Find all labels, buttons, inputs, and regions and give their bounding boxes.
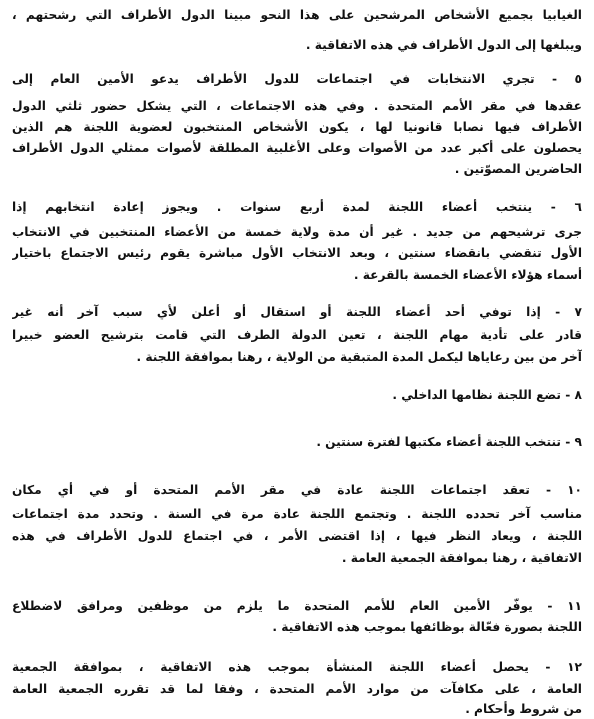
text-line: قادر على تأدية مهام اللجنة ، تعين الدولة الطرف التي قامت بترشيح العضو خبيرا xyxy=(12,328,582,342)
text-line: الغيابيا بجميع الأشخاص المرشحين على هذا النحو مبينا الدول الأطراف التي رشحتهم ، xyxy=(12,8,582,22)
text-line: عقدها في مقر الأمم المتحدة . وفي هذه الاجتماعات ، التي يشكل حضور ثلثي الدول xyxy=(12,99,582,113)
text-line: آخر من بين رعاياها ليكمل المدة المتبقية من الولاية ، رهنا بموافقة اللجنة . xyxy=(136,350,582,364)
paragraph-12-start: ١٢ - يحصل أعضاء اللجنة المنشأة بموجب هذه الاتفاقية ، بموافقة الجمعية xyxy=(12,660,582,674)
paragraph-7-start: ٧ - إذا توفي أحد أعضاء اللجنة أو استقال أو أعلن لأي سبب آخر أنه غير xyxy=(12,305,582,319)
text-line: اللجنة ، ويعاد النظر فيها ، إذا اقتضى الأمر ، في اجتماع للدول الأطراف في هذه xyxy=(12,529,582,543)
text-line: الحاضرين المصوّتين . xyxy=(454,162,582,176)
text-line: أسماء هؤلاء الأعضاء الخمسة بالقرعة . xyxy=(353,268,582,282)
paragraph-8: ٨ - تضع اللجنة نظامها الداخلي . xyxy=(392,388,582,402)
text-line: ويبلغها إلى الدول الأطراف في هذه الاتفاقية . xyxy=(305,38,582,52)
text-line: الاتفاقية ، رهنا بموافقة الجمعية العامة . xyxy=(341,551,582,565)
paragraph-11-start: ١١ - يوفّر الأمين العام للأمم المتحدة ما يلزم من موظفين ومرافق لاضطلاع xyxy=(12,599,582,613)
text-line: الأول تنقضي بانقضاء سنتين ، وبعد الانتخاب الأول مباشرة يقوم رئيس الاجتماع باختيار xyxy=(12,246,582,260)
paragraph-10-start: ١٠ - تعقد اجتماعات اللجنة عادة في مقر الأمم المتحدة أو في أي مكان xyxy=(12,483,582,497)
paragraph-9: ٩ - تنتخب اللجنة أعضاء مكتبها لفترة سنتين . xyxy=(316,435,582,449)
text-line: مناسب آخر تحدده اللجنة . وتجتمع اللجنة عادة مرة في السنة . وتحدد مدة اجتماعات xyxy=(12,507,582,521)
text-line: يحصلون على أكبر عدد من الأصوات وعلى الأغلبية المطلقة لأصوات ممثلي الدول الأطراف xyxy=(12,141,582,155)
paragraph-6-start: ٦ - ينتخب أعضاء اللجنة لمدة أربع سنوات . ويجوز إعادة انتخابهم إذا xyxy=(12,200,582,214)
text-line: اللجنة بصورة فعّالة بوظائفها بموجب هذه الاتفاقية . xyxy=(272,620,582,634)
text-line: من شروط وأحكام . xyxy=(465,702,582,716)
paragraph-5-start: ٥ - تجري الانتخابات في اجتماعات للدول الأطراف يدعو الأمين العام إلى xyxy=(12,72,582,86)
text-line: جرى ترشيحهم من جديد . غير أن مدة ولاية خمسة من الأعضاء المنتخبين في الانتخاب xyxy=(12,225,582,239)
text-line: العامة ، على مكافآت من موارد الأمم المتحدة ، وفقا لما قد تقرره الجمعية العامة xyxy=(12,682,582,696)
text-line: الأطراف فيها نصابا قانونيا لها ، يكون الأشخاص المنتخبون لعضوية اللجنة هم الذين xyxy=(12,120,582,134)
